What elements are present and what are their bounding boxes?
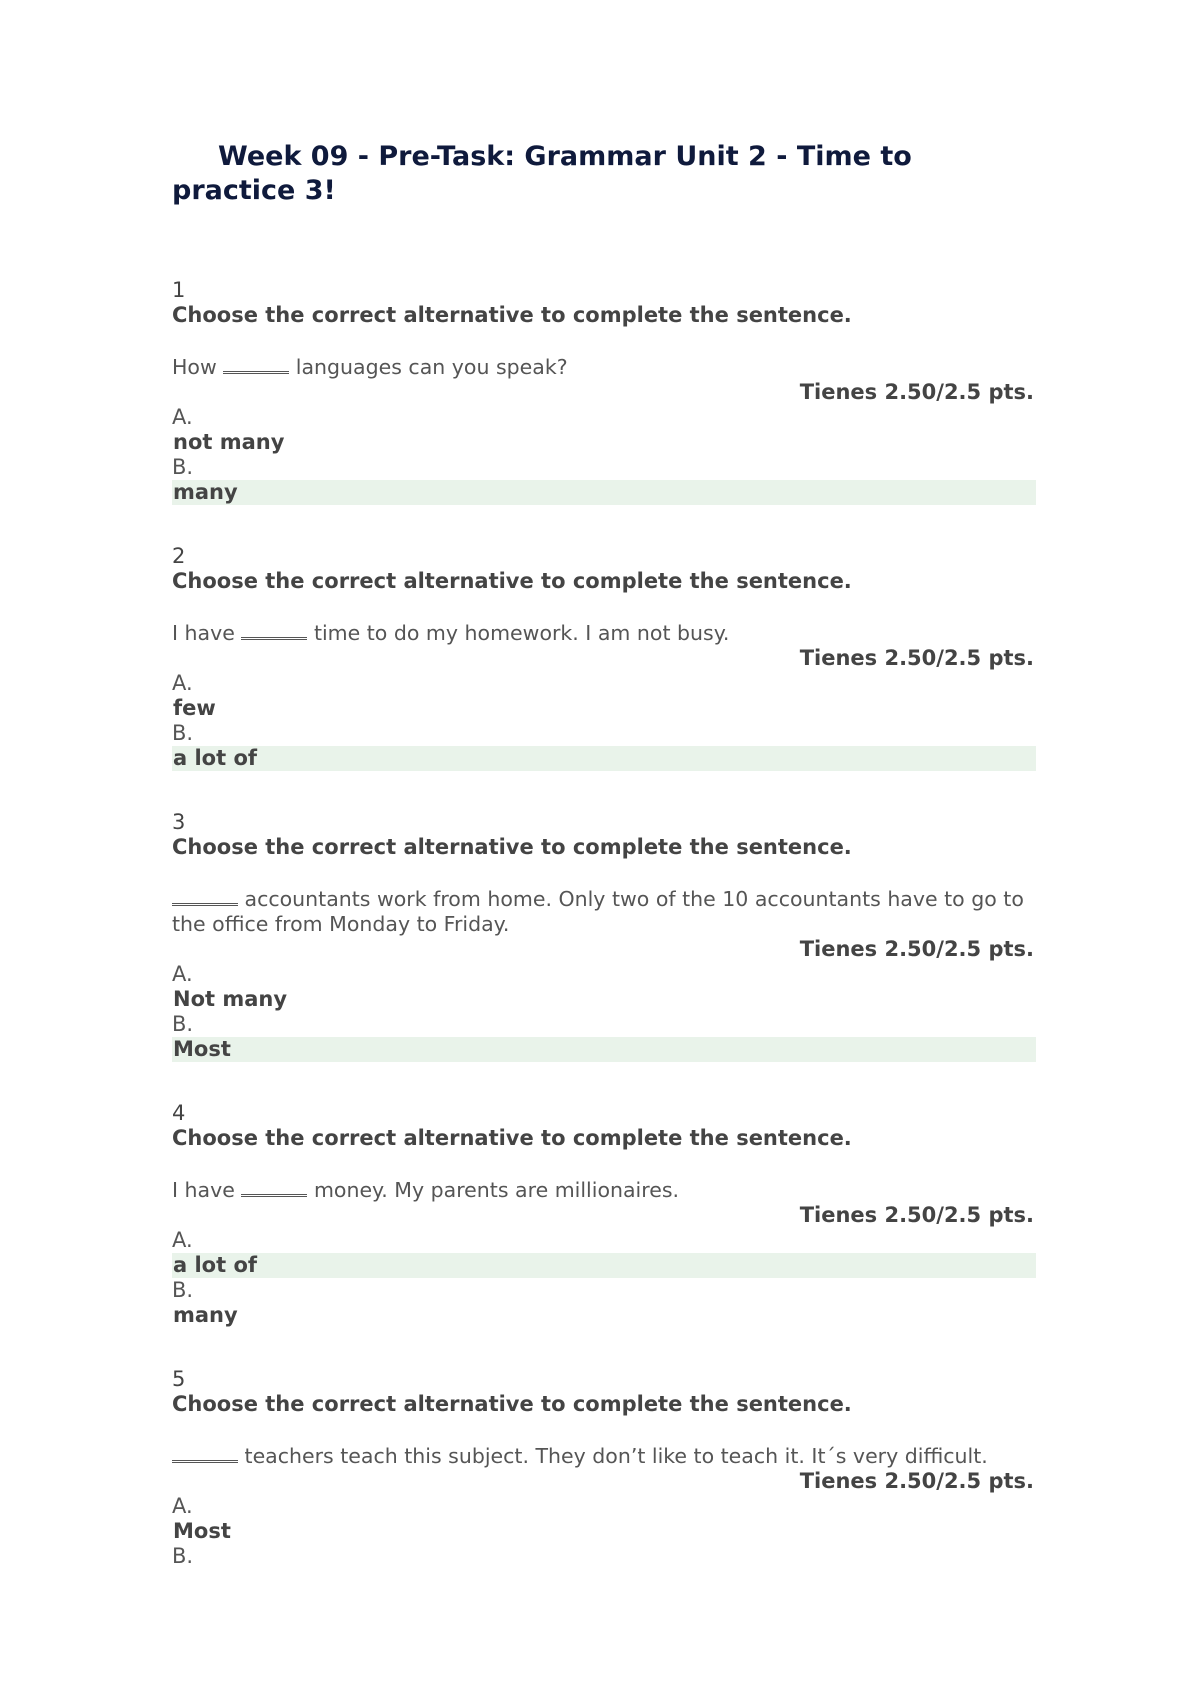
question-3 (172, 810, 1036, 1062)
option-b-letter: B. (172, 1544, 194, 1568)
question-sentence (172, 353, 1036, 380)
option-b-text-selected[interactable]: many (172, 480, 1036, 505)
sentence-end: languages can you speak? (295, 355, 568, 379)
question-sentence (172, 1176, 1036, 1203)
answer-blank (241, 619, 307, 640)
score-label: Tienes 2.50/2.5 pts. (799, 646, 1034, 670)
option-b-text[interactable]: many (173, 1303, 238, 1327)
answer-blank (172, 885, 238, 906)
option-b-text-selected[interactable]: a lot of (172, 746, 1036, 771)
score-label: Tienes 2.50/2.5 pts. (799, 1469, 1034, 1493)
question-number: 1 (172, 278, 186, 302)
question-4 (172, 1101, 1036, 1328)
option-a-text[interactable]: few (173, 696, 216, 720)
sentence-start: I have (172, 1178, 235, 1202)
sentence-end: time to do my homework. I am not busy. (313, 621, 730, 645)
question-sentence (172, 885, 1036, 937)
question-sentence (172, 1442, 1036, 1469)
sentence-start: I have (172, 621, 235, 645)
sentence-end: money. My parents are millionaires. (313, 1178, 680, 1202)
option-a-text[interactable]: not many (173, 430, 285, 454)
option-b-letter: B. (172, 455, 194, 479)
question-1 (172, 278, 1036, 505)
question-sentence (172, 619, 1036, 646)
score-label: Tienes 2.50/2.5 pts. (799, 380, 1034, 404)
question-5 (172, 1367, 1036, 1569)
question-number: 4 (172, 1101, 186, 1125)
option-b-letter: B. (172, 1012, 194, 1036)
option-b-letter: B. (172, 1278, 194, 1302)
answer-blank (172, 1442, 238, 1463)
sentence-end: teachers teach this subject. They don’t like to teach it. It´s very difficult. (244, 1444, 988, 1468)
document-title: Week 09 - Pre-Task: Grammar Unit 2 - Time to practice 3! (172, 141, 912, 206)
option-a-letter: A. (172, 962, 193, 986)
question-number: 3 (172, 810, 186, 834)
sentence-end: accountants work from home. Only two of the 10 accountants have to go to the office from Monday to Friday. (172, 887, 1024, 936)
sentence-start: How (172, 355, 217, 379)
option-a-letter: A. (172, 1228, 193, 1252)
question-prompt: Choose the correct alternative to complete the sentence. (172, 303, 852, 327)
option-b-text-selected[interactable]: Most (172, 1037, 1036, 1062)
question-number: 2 (172, 544, 186, 568)
question-2 (172, 544, 1036, 771)
question-prompt: Choose the correct alternative to complete the sentence. (172, 1392, 852, 1416)
option-a-letter: A. (172, 405, 193, 429)
option-a-text[interactable]: Most (173, 1519, 231, 1543)
answer-blank (241, 1176, 307, 1197)
question-prompt: Choose the correct alternative to complete the sentence. (172, 1126, 852, 1150)
option-a-letter: A. (172, 671, 193, 695)
question-number: 5 (172, 1367, 186, 1391)
question-prompt: Choose the correct alternative to complete the sentence. (172, 569, 852, 593)
score-label: Tienes 2.50/2.5 pts. (799, 937, 1034, 961)
score-label: Tienes 2.50/2.5 pts. (799, 1203, 1034, 1227)
question-prompt: Choose the correct alternative to complete the sentence. (172, 835, 852, 859)
option-a-letter: A. (172, 1494, 193, 1518)
answer-blank (223, 353, 289, 374)
option-a-text[interactable]: Not many (173, 987, 288, 1011)
option-a-text-selected[interactable]: a lot of (172, 1253, 1036, 1278)
option-b-letter: B. (172, 721, 194, 745)
